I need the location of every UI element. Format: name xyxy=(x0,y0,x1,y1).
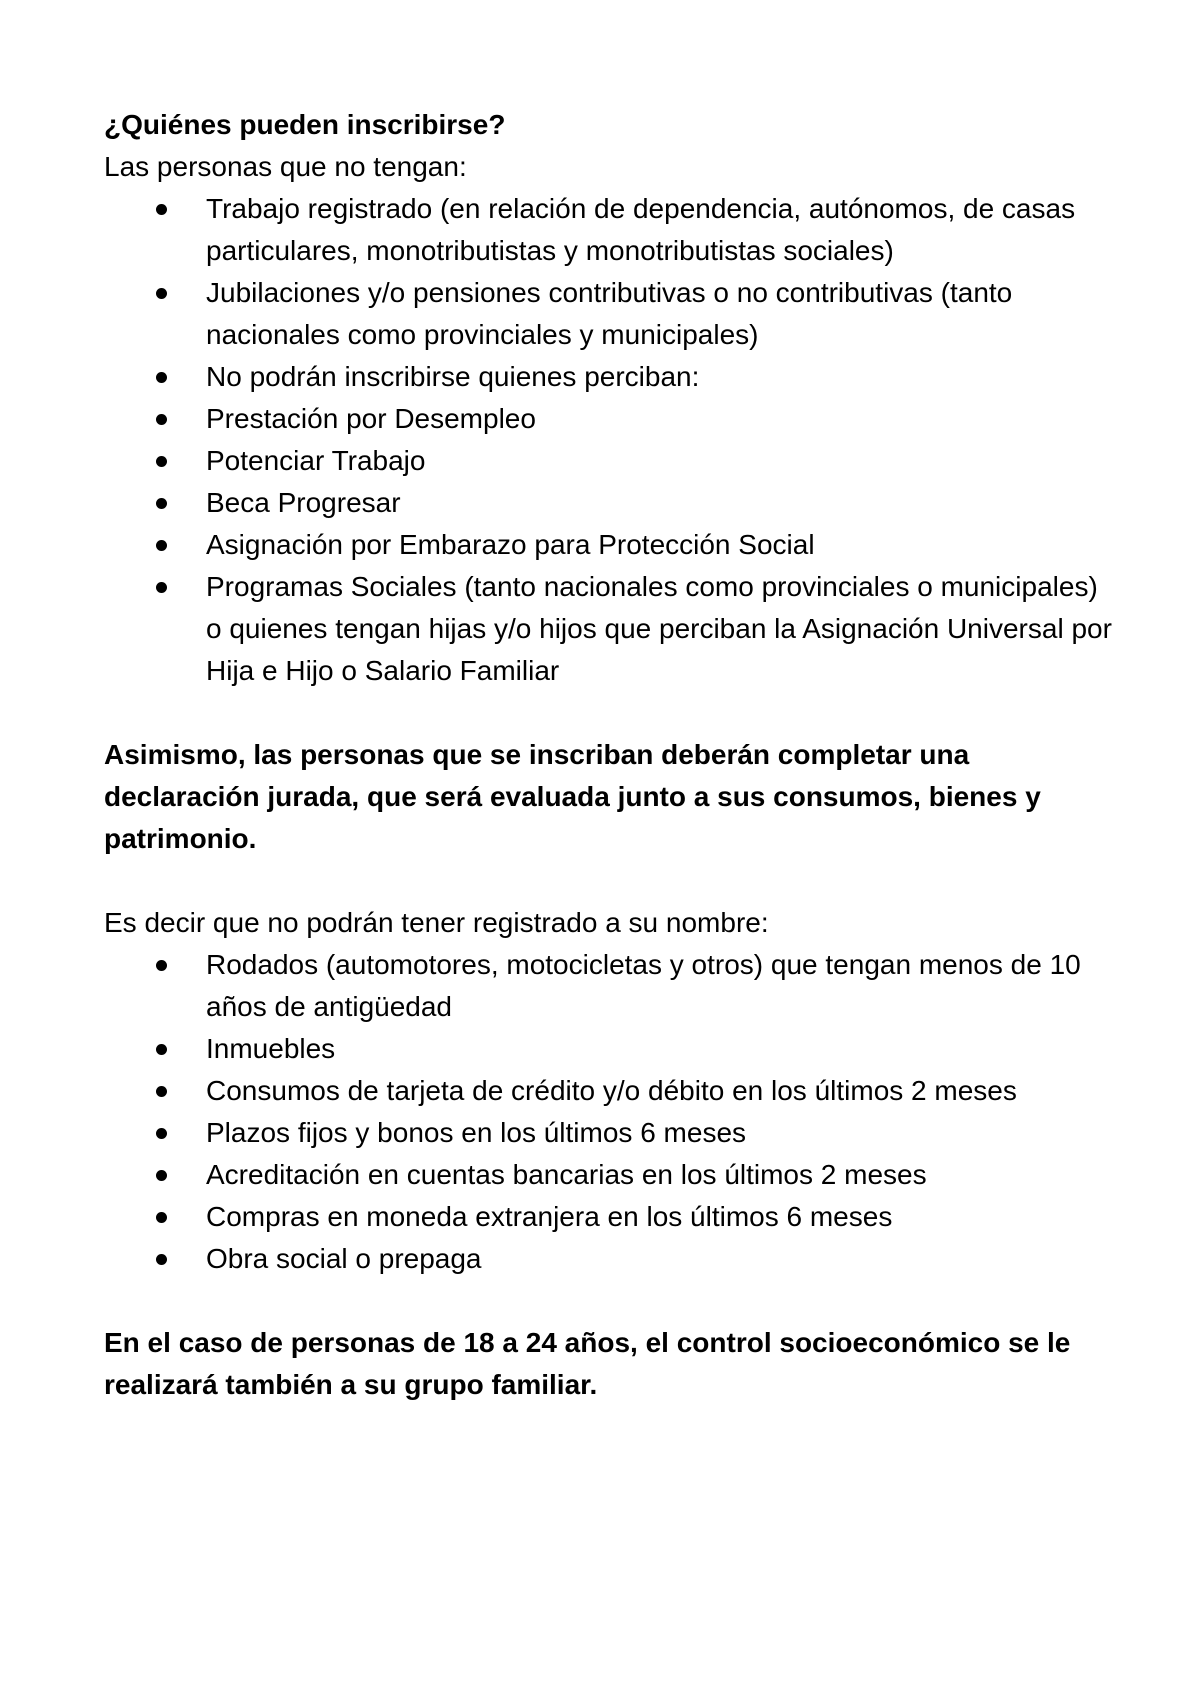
bullet-icon xyxy=(156,1212,167,1223)
bullet-icon xyxy=(156,1170,167,1181)
section-heading: ¿Quiénes pueden inscribirse? xyxy=(104,109,506,140)
list-item-text: Programas Sociales (tanto nacionales como provinciales o municipales) o quienes tengan hijas y/o hijos que perciban la Asignación Universal por Hija e Hijo o Salario Familiar xyxy=(206,571,1112,686)
list-item-text: Prestación por Desempleo xyxy=(206,403,536,434)
eligibility-list xyxy=(104,188,1114,692)
list-item-text: No podrán inscribirse quienes perciban: xyxy=(206,361,700,392)
bullet-icon xyxy=(156,414,167,425)
list-item xyxy=(104,524,1114,566)
list-item-text: Compras en moneda extranjera en los últimos 6 meses xyxy=(206,1201,893,1232)
list-item-text: Beca Progresar xyxy=(206,487,401,518)
bullet-icon xyxy=(156,540,167,551)
bullet-icon xyxy=(156,1044,167,1055)
bullet-icon xyxy=(156,960,167,971)
eligibility-intro: Las personas que no tengan: xyxy=(104,151,467,182)
declaration-paragraph: Asimismo, las personas que se inscriban deberán completar una declaración jurada, que será evaluada junto a sus consumos, bienes y patrimonio. xyxy=(104,739,1041,854)
list-item xyxy=(104,1112,1114,1154)
list-item xyxy=(104,944,1114,1028)
list-item-text: Trabajo registrado (en relación de dependencia, autónomos, de casas particulares, monotributistas y monotributistas sociales) xyxy=(206,193,1076,266)
list-item xyxy=(104,398,1114,440)
document-page xyxy=(104,104,1114,1406)
list-item-text: Jubilaciones y/o pensiones contributivas o no contributivas (tanto nacionales como provinciales y municipales) xyxy=(206,277,1013,350)
list-item xyxy=(104,1070,1114,1112)
list-item xyxy=(104,1154,1114,1196)
list-item xyxy=(104,1238,1114,1280)
list-item-text: Inmuebles xyxy=(206,1033,336,1064)
list-item-text: Acreditación en cuentas bancarias en los últimos 2 meses xyxy=(206,1159,927,1190)
list-item-text: Consumos de tarjeta de crédito y/o débito en los últimos 2 meses xyxy=(206,1075,1017,1106)
bullet-icon xyxy=(156,1128,167,1139)
bullet-icon xyxy=(156,1086,167,1097)
restrictions-intro: Es decir que no podrán tener registrado a su nombre: xyxy=(104,907,769,938)
bullet-icon xyxy=(156,372,167,383)
bullet-icon xyxy=(156,204,167,215)
list-item xyxy=(104,1196,1114,1238)
bullet-icon xyxy=(156,582,167,593)
list-item xyxy=(104,482,1114,524)
spacer xyxy=(104,692,1114,734)
list-item xyxy=(104,440,1114,482)
spacer xyxy=(104,860,1114,902)
bullet-icon xyxy=(156,498,167,509)
restrictions-list xyxy=(104,944,1114,1280)
list-item xyxy=(104,272,1114,356)
list-item xyxy=(104,356,1114,398)
spacer xyxy=(104,1280,1114,1322)
list-item-text: Obra social o prepaga xyxy=(206,1243,482,1274)
bullet-icon xyxy=(156,1254,167,1265)
list-item xyxy=(104,188,1114,272)
list-item-text: Plazos fijos y bonos en los últimos 6 meses xyxy=(206,1117,747,1148)
list-item-text: Potenciar Trabajo xyxy=(206,445,426,476)
list-item xyxy=(104,566,1114,692)
bullet-icon xyxy=(156,456,167,467)
closing-paragraph: En el caso de personas de 18 a 24 años, el control socioeconómico se le realizará también a su grupo familiar. xyxy=(104,1327,1071,1400)
list-item-text: Rodados (automotores, motocicletas y otros) que tengan menos de 10 años de antigüedad xyxy=(206,949,1081,1022)
list-item-text: Asignación por Embarazo para Protección Social xyxy=(206,529,815,560)
list-item xyxy=(104,1028,1114,1070)
bullet-icon xyxy=(156,288,167,299)
